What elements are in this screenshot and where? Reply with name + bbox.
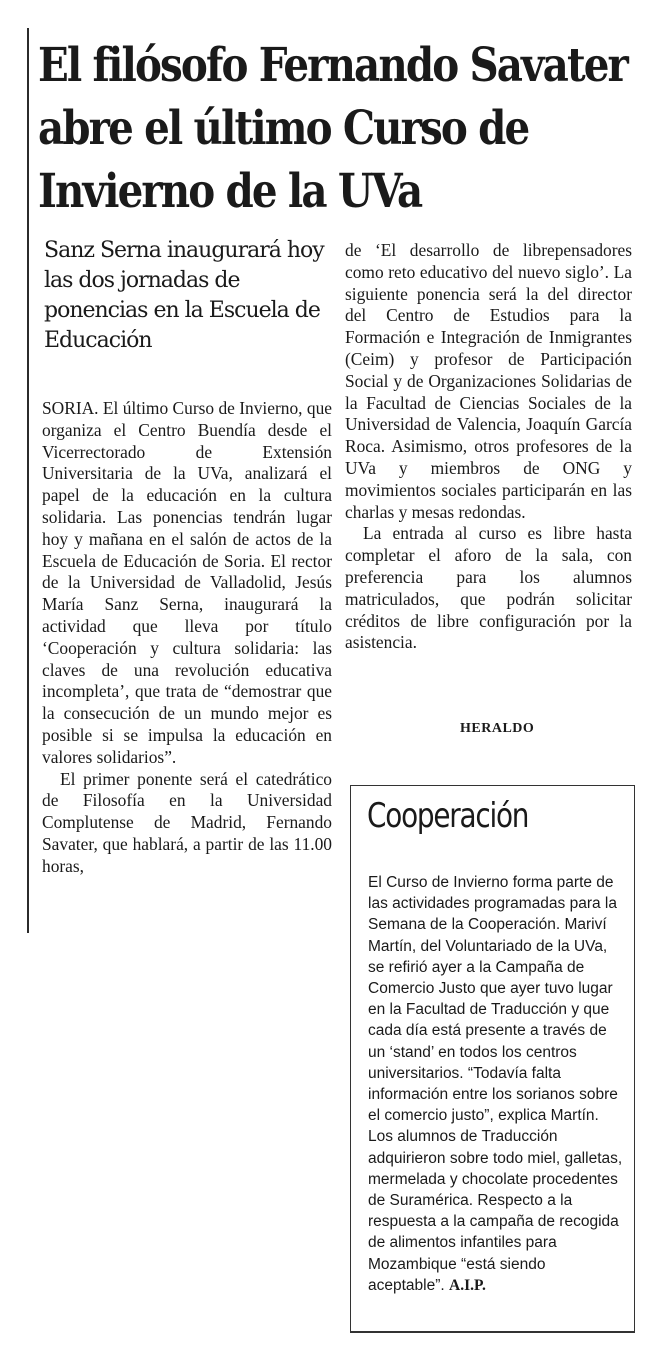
body-paragraph-2: El primer ponente será el catedrático de Filosofía en la Universidad Complutense de Madrid, Fernando Savater, que hablará, a partir de las 11.00 horas,	[42, 768, 332, 876]
headline-line-3: Invierno de la UVa	[38, 164, 422, 219]
body-paragraph-1: SORIA. El último Curso de Invierno, que organiza el Centro Buendía desde el Vicerrectorado de Extensión Universitaria de la UVa, analizará el papel de la educación en la cultura solidaria. Las ponencias tendrán lugar hoy y mañana en el salón de actos de la Escuela de Educación de Soria. El rector de la Universidad de Valladolid, Jesús María Sanz Serna, inaugurará la actividad que lleva por título ‘Cooperación y cultura solidaria: las claves de una revolución educativa incompleta’, que trata de “demostrar que la consecución de un mundo mejor es posible si se impulsa la educación en valores solidarios”.	[42, 398, 332, 767]
body-paragraph-2-continued: de ‘El desarrollo de librepensadores como reto educativo del nuevo siglo’. La siguiente ponencia será la del director del Centro de Estudios para la Formación e Integración de Inmigrantes (Ceim) y profesor de Participación Social y de Organizaciones Solidarias de la Facultad de Ciencias Sociales de la Universidad de Valencia, Joaquín García Roca. Asimismo, otros profesores de la UVa y miembros de ONG y movimientos sociales participarán en las charlas y mesas redondas.	[345, 240, 632, 522]
sidebar-body: El Curso de Invierno forma parte de las actividades programadas para la Semana de la Cooperación. Mariví Martín, del Voluntariado de la UVa, se refirió ayer a la Campaña de Comercio Justo que ayer tuvo lugar en la Facultad de Traducción y que cada día está presente a través de un ‘stand’ en todos los centros universitarios. “Todavía falta información entre los sorianos sobre el comercio justo”, explica Martín. Los alumnos de Traducción adquirieron sobre todo miel, galletas, mermelada y chocolate procedentes de Suramérica. Respecto a la respuesta a la campaña de recogida de alimentos infantiles para Mozambique “está siendo aceptable”.	[368, 874, 623, 1294]
column-rule	[27, 28, 29, 933]
byline-signature: HERALDO	[460, 721, 535, 736]
subheadline: Sanz Serna inaugurará hoy las dos jornadas de ponencias en la Escuela de Educación	[44, 238, 324, 353]
body-column-2	[345, 240, 632, 654]
sidebar-box	[350, 785, 635, 1333]
headline	[38, 34, 627, 223]
body-column-1	[42, 398, 332, 878]
headline-line-1: El filósofo Fernando Savater	[38, 38, 627, 93]
sidebar-text	[368, 872, 623, 1296]
sidebar-signature: A.I.P.	[449, 1276, 486, 1294]
headline-line-2: abre el último Curso de	[38, 101, 529, 156]
body-paragraph-3: La entrada al curso es libre hasta completar el aforo de la sala, con preferencia para los alumnos matriculados, que podrán solicitar créditos de libre configuración por la asistencia.	[345, 523, 632, 653]
sidebar-title: Cooperación	[367, 796, 529, 836]
